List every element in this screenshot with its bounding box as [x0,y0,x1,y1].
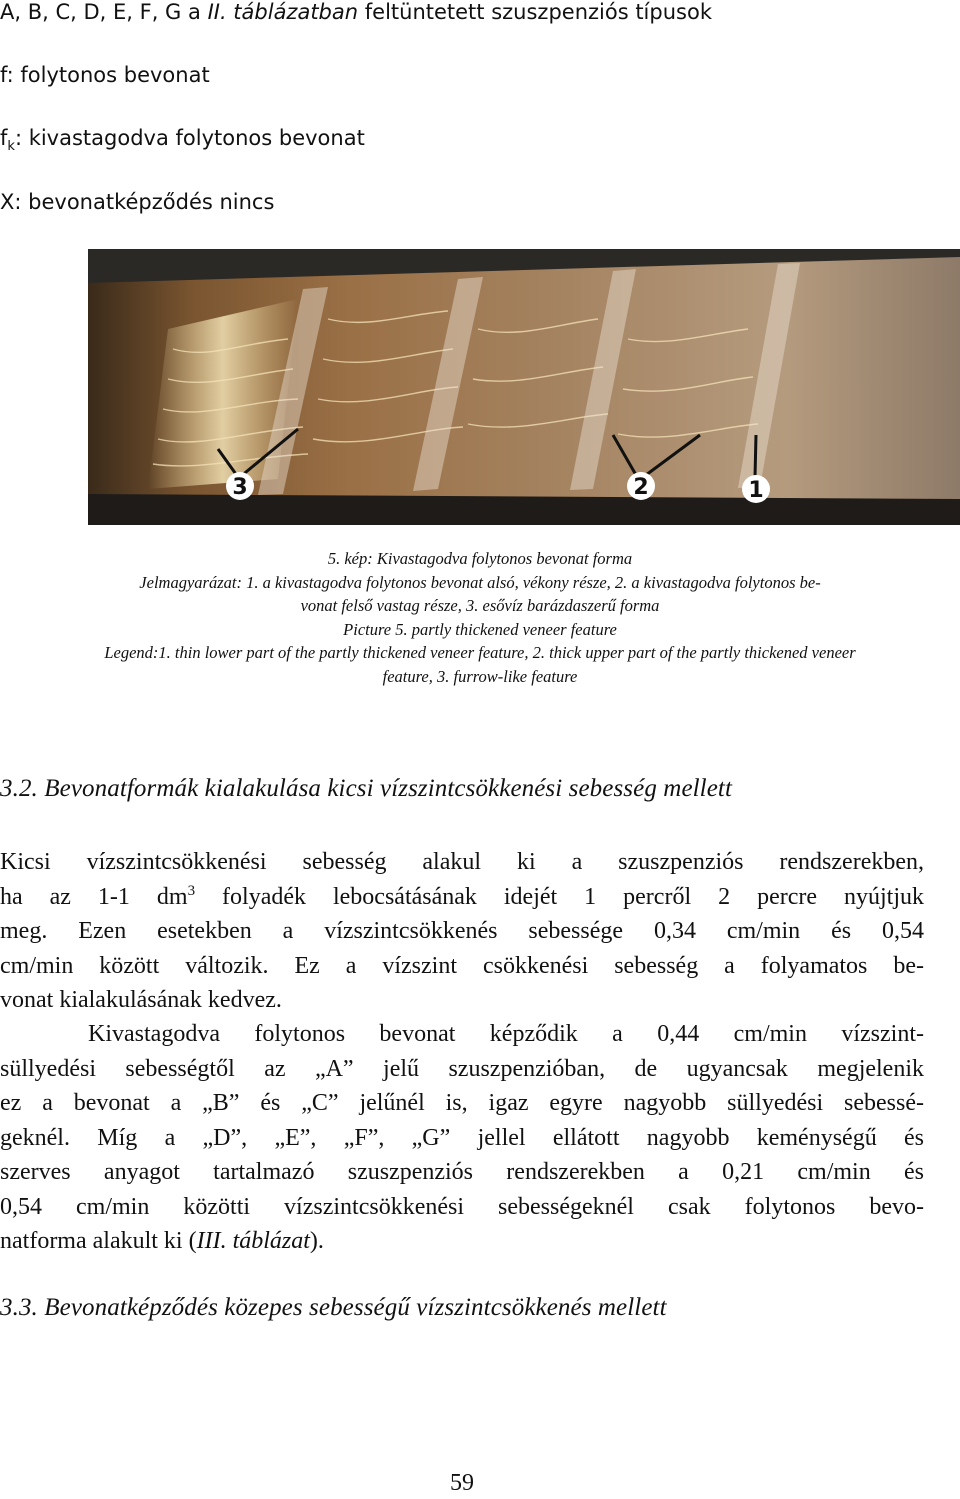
figure-caption [0,547,960,688]
p2-line-4: geknél. Míg a „D”, „E”, „F”, „G” jellel ellátott nagyobb keménységű és [0,1124,924,1151]
p1-line-3: meg. Ezen esetekben a vízszintcsökkenés sebessége 0,34 cm/min és 0,54 [0,918,924,944]
p2-line-3: ez a bevonat a „B” és „C” jelűnél is, igaz egyre nagyobb süllyedési sebessé- [0,1090,924,1116]
p2-line-1: Kivastagodva folytonos bevonat képződik a 0,44 cm/min vízszint- [88,1021,924,1047]
caption-legend-en-1: Legend:1. thin lower part of the partly thickened veneer feature, 2. thick upper part of the partly thickened veneer [104,643,856,662]
paragraph-1 [0,845,924,1018]
p1-line-5: vonat kialakulásának kedvez. [0,987,282,1013]
p2-line-2: süllyedési sebességtől az „A” jelű szuszpenzióban, de ugyancsak megjelenik [0,1055,924,1082]
legend-line-f: f: folytonos bevonat [0,63,210,87]
p1-line-1: Kicsi vízszintcsökkenési sebesség alakul ki a szuszpenziós rendszerekben, [0,849,924,875]
section-3-3-heading: 3.3. Bevonatképződés közepes sebességű vízszintcsökkenés mellett [0,1294,667,1321]
caption-title-hu: 5. kép: Kivastagodva folytonos bevonat forma [327,549,633,568]
paragraph-2 [0,1017,924,1259]
p2-line-5: szerves anyagot tartalmazó szuszpenziós rendszerekben a 0,21 cm/min és [0,1159,924,1185]
fk-subscript: k [7,139,15,155]
p1-line-2-end: folyadék lebocsátásának idejét 1 percről 2 percre nyújtjuk [195,883,924,910]
caption-legend-hu-1: Jelmagyarázat: 1. a kivastagodva folytonos bevonat alsó, vékony része, 2. a kivastagodva folytonos be- [139,572,821,592]
caption-legend-en-2: feature, 3. furrow-like feature [382,666,578,686]
marker-1-label: 1 [748,478,764,503]
p1-line-4: cm/min között változik. Ez a vízszint csökkenési sebesség a folyamatos be- [0,952,924,979]
legend-line1-table-ref: II. táblázatban [207,0,359,24]
p2-line-7-end: ). [309,1228,324,1254]
p2-line-7 [0,1224,924,1259]
veneer-feature-photo [88,249,960,525]
p2-line-6: 0,54 cm/min közötti vízszintcsökkenési sebességeknél csak folytonos bevo- [0,1193,924,1220]
caption-legend-hu-2: vonat felső vastag része, 3. esővíz barázdaszerű forma [300,596,660,615]
caption-title-en: Picture 5. partly thickened veneer feature [343,619,617,639]
dm-superscript: 3 [187,882,196,899]
legend-line-suspension-types [0,0,712,24]
legend-line1-text: A, B, C, D, E, F, G a [0,0,208,24]
fk-symbol: f [0,126,8,150]
legend-line-x: X: bevonatképződés nincs [0,190,275,214]
p1-line-2-start: ha az 1-1 dm [0,883,188,910]
marker-3-label: 3 [232,475,248,500]
legend-line1-text-end: feltüntetett szuszpenziós típusok [358,0,712,24]
section-3-2-heading: 3.2. Bevonatformák kialakulása kicsi vízszintcsökkenési sebesség mellett [0,775,733,802]
marker-2-label: 2 [633,475,649,500]
p1-line-2 [0,880,924,915]
table-reference: III. táblázat [196,1228,310,1254]
fk-description: : kivastagodva folytonos bevonat [14,126,365,150]
legend-line-fk [0,126,365,155]
page-number: 59 [450,1470,474,1496]
p2-line-7-start: natforma alakult ki ( [0,1228,197,1254]
